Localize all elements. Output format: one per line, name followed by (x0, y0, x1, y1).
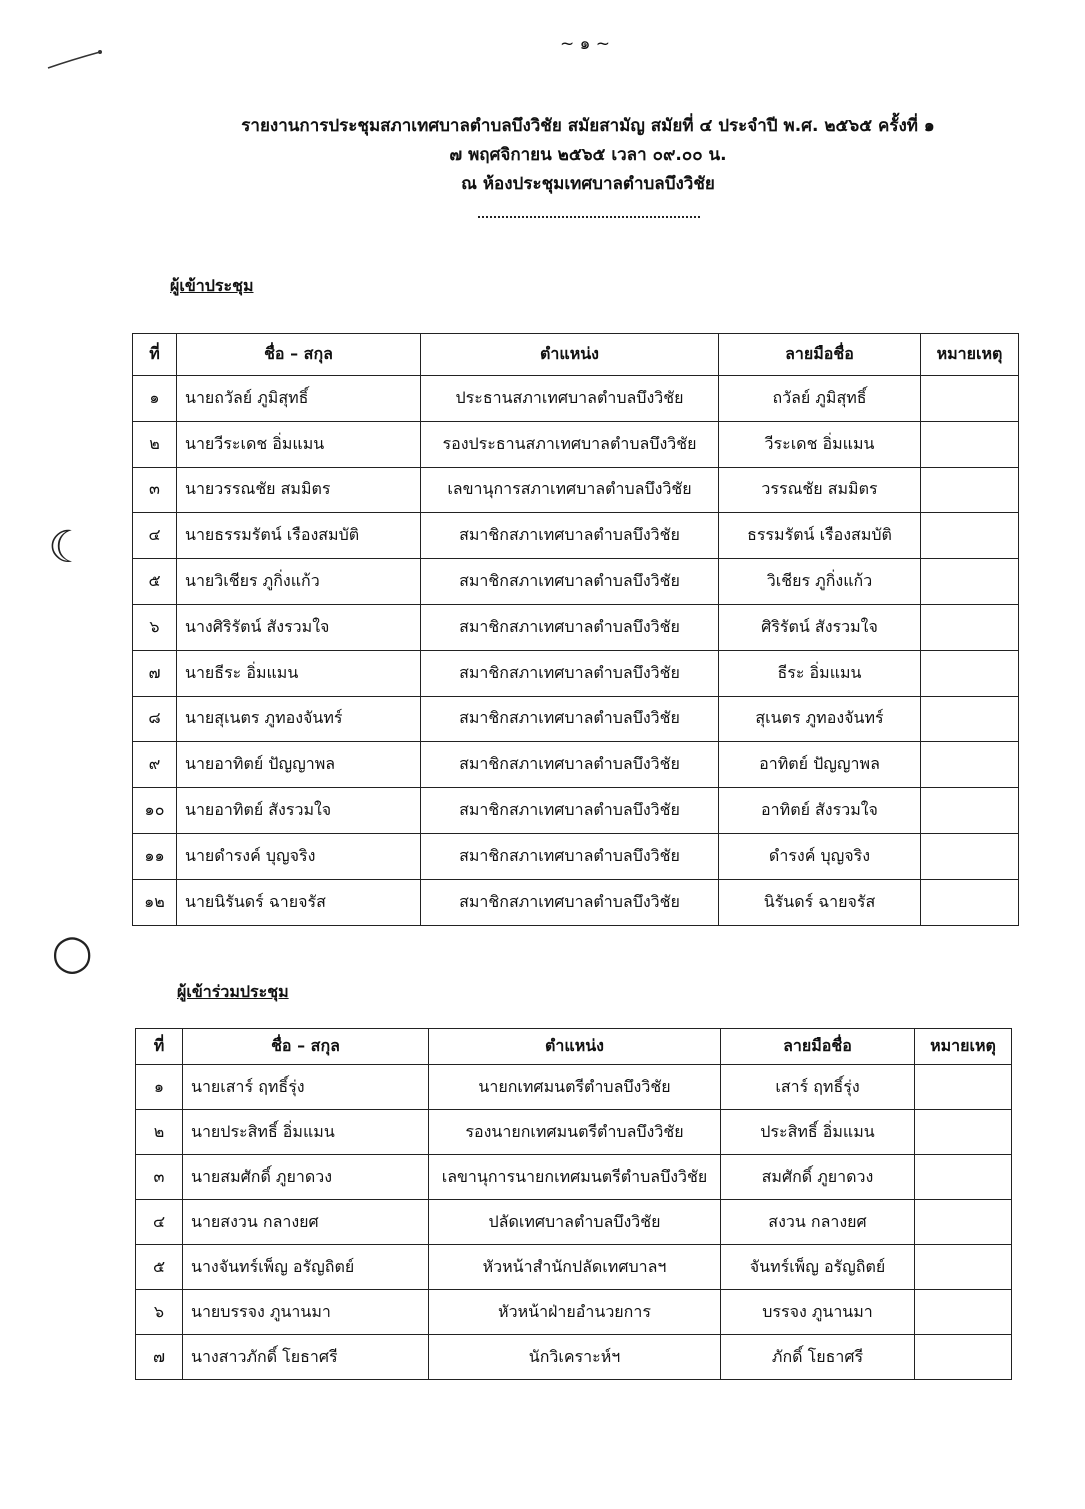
col-header-position: ตำแหน่ง (429, 1029, 721, 1065)
page-number: ~ ๑ ~ (559, 34, 611, 54)
dotted-separator (478, 216, 700, 218)
member-note (921, 833, 1019, 879)
member-name: นางจันทร์เพ็ญ อรัญถิตย์ (183, 1245, 429, 1290)
member-name: นายดำรงค์ บุญจริง (177, 833, 421, 879)
participants-table (135, 1028, 1012, 1380)
member-name: นายสมศักดิ์ ภูยาดวง (183, 1155, 429, 1200)
title-line-1: รายงานการประชุมสภาเทศบาลตำบลบึงวิชัย สมัยสามัญ สมัยที่ ๔ ประจำปี พ.ศ. ๒๕๖๕ ครั้งที่ ๑ (241, 116, 935, 136)
member-signature: ศิริรัตน์ สังรวมใจ (719, 604, 921, 650)
member-note (921, 559, 1019, 605)
member-position: ประธานสภาเทศบาลตำบลบึงวิชัย (421, 376, 719, 422)
member-note (921, 788, 1019, 834)
member-position: สมาชิกสภาเทศบาลตำบลบึงวิชัย (421, 879, 719, 925)
row-number: ๒ (136, 1110, 183, 1155)
pen-stroke-mark (46, 48, 106, 72)
member-signature: ธีระ อิ่มแมน (719, 650, 921, 696)
member-signature: ประสิทธิ์ อิ่มแมน (721, 1110, 915, 1155)
member-signature: ธรรมรัตน์ เรืองสมบัติ (719, 513, 921, 559)
row-number: ๗ (133, 650, 177, 696)
member-name: นายวรรณชัย สมมิตร (177, 467, 421, 513)
member-note (921, 376, 1019, 422)
member-position: รองประธานสภาเทศบาลตำบลบึงวิชัย (421, 421, 719, 467)
table-row (133, 376, 1019, 422)
member-note (921, 513, 1019, 559)
member-position: ปลัดเทศบาลตำบลบึงวิชัย (429, 1200, 721, 1245)
member-note (915, 1290, 1012, 1335)
member-position: สมาชิกสภาเทศบาลตำบลบึงวิชัย (421, 696, 719, 742)
member-note (921, 604, 1019, 650)
member-signature: เสาร์ ฤทธิ์รุ่ง (721, 1065, 915, 1110)
row-number: ๖ (136, 1290, 183, 1335)
member-note (915, 1335, 1012, 1380)
member-name: นายวีระเดช อิ่มแมน (177, 421, 421, 467)
attendees-heading: ผู้เข้าประชุม (170, 276, 254, 295)
row-number: ๘ (133, 696, 177, 742)
member-name: นายบรรจง ภูนานมา (183, 1290, 429, 1335)
table-row (133, 742, 1019, 788)
table-row (133, 788, 1019, 834)
table-row (133, 513, 1019, 559)
table-row (133, 833, 1019, 879)
row-number: ๕ (133, 559, 177, 605)
member-position: สมาชิกสภาเทศบาลตำบลบึงวิชัย (421, 650, 719, 696)
member-name: นายวิเชียร ภูกิ่งแก้ว (177, 559, 421, 605)
member-name: นายธรรมรัตน์ เรืองสมบัติ (177, 513, 421, 559)
member-note (915, 1200, 1012, 1245)
table-row (133, 650, 1019, 696)
member-position: สมาชิกสภาเทศบาลตำบลบึงวิชัย (421, 833, 719, 879)
col-header-position: ตำแหน่ง (421, 334, 719, 376)
table-row (133, 696, 1019, 742)
table-row (136, 1290, 1012, 1335)
member-signature: สมศักดิ์ ภูยาดวง (721, 1155, 915, 1200)
member-signature: ภักดิ์ โยธาศรี (721, 1335, 915, 1380)
table-row (136, 1065, 1012, 1110)
member-note (921, 879, 1019, 925)
table-row (133, 421, 1019, 467)
col-header-name: ชื่อ – สกุล (183, 1029, 429, 1065)
row-number: ๓ (133, 467, 177, 513)
title-line-3: ณ ห้องประชุมเทศบาลตำบลบึงวิชัย (461, 174, 715, 194)
member-note (915, 1155, 1012, 1200)
member-name: นายสุเนตร ภูทองจันทร์ (177, 696, 421, 742)
row-number: ๑๑ (133, 833, 177, 879)
member-signature: ถวัลย์ ภูมิสุทธิ์ (719, 376, 921, 422)
table-row (133, 604, 1019, 650)
table-row (136, 1110, 1012, 1155)
member-position: สมาชิกสภาเทศบาลตำบลบึงวิชัย (421, 604, 719, 650)
punch-hole-mark: ☾ (48, 522, 88, 573)
row-number: ๑๒ (133, 879, 177, 925)
row-number: ๒ (133, 421, 177, 467)
member-signature: สงวน กลางยศ (721, 1200, 915, 1245)
row-number: ๑๐ (133, 788, 177, 834)
attendees-table (132, 333, 1019, 926)
member-note (921, 696, 1019, 742)
member-note (921, 650, 1019, 696)
member-position: รองนายกเทศมนตรีตำบลบึงวิชัย (429, 1110, 721, 1155)
participants-heading: ผู้เข้าร่วมประชุม (177, 982, 289, 1001)
row-number: ๑ (136, 1065, 183, 1110)
table-header-row (133, 334, 1019, 376)
member-note (921, 467, 1019, 513)
member-signature: บรรจง ภูนานมา (721, 1290, 915, 1335)
member-position: สมาชิกสภาเทศบาลตำบลบึงวิชัย (421, 788, 719, 834)
col-header-no: ที่ (136, 1029, 183, 1065)
table-header-row (136, 1029, 1012, 1065)
member-position: เลขานุการสภาเทศบาลตำบลบึงวิชัย (421, 467, 719, 513)
document-title (0, 112, 1085, 199)
member-name: นายสงวน กลางยศ (183, 1200, 429, 1245)
member-signature: วรรณชัย สมมิตร (719, 467, 921, 513)
member-position: หัวหน้าสำนักปลัดเทศบาลฯ (429, 1245, 721, 1290)
row-number: ๙ (133, 742, 177, 788)
member-note (915, 1065, 1012, 1110)
member-signature: ดำรงค์ บุญจริง (719, 833, 921, 879)
member-name: นายถวัลย์ ภูมิสุทธิ์ (177, 376, 421, 422)
col-header-name: ชื่อ – สกุล (177, 334, 421, 376)
row-number: ๓ (136, 1155, 183, 1200)
member-name: นายเสาร์ ฤทธิ์รุ่ง (183, 1065, 429, 1110)
member-position: สมาชิกสภาเทศบาลตำบลบึงวิชัย (421, 513, 719, 559)
member-name: นายอาทิตย์ สังรวมใจ (177, 788, 421, 834)
table-row (136, 1335, 1012, 1380)
title-line-2: ๗ พฤศจิกายน ๒๕๖๕ เวลา ๐๙.๐๐ น. (449, 145, 727, 165)
table-row (136, 1245, 1012, 1290)
member-signature: นิรันดร์ ฉายจรัส (719, 879, 921, 925)
row-number: ๔ (133, 513, 177, 559)
member-name: นายธีระ อิ่มแมน (177, 650, 421, 696)
table-row (136, 1155, 1012, 1200)
col-header-signature: ลายมือชื่อ (719, 334, 921, 376)
member-name: นายนิรันดร์ ฉายจรัส (177, 879, 421, 925)
member-note (921, 742, 1019, 788)
member-signature: วีระเดช อิ่มแมน (719, 421, 921, 467)
member-name: นายอาทิตย์ ปัญญาพล (177, 742, 421, 788)
member-position: สมาชิกสภาเทศบาลตำบลบึงวิชัย (421, 559, 719, 605)
member-position: หัวหน้าฝ่ายอำนวยการ (429, 1290, 721, 1335)
member-name: นายประสิทธิ์ อิ่มแมน (183, 1110, 429, 1155)
member-name: นางสาวภักดิ์ โยธาศรี (183, 1335, 429, 1380)
row-number: ๕ (136, 1245, 183, 1290)
row-number: ๗ (136, 1335, 183, 1380)
member-note (921, 421, 1019, 467)
member-signature: อาทิตย์ ปัญญาพล (719, 742, 921, 788)
member-position: เลขานุการนายกเทศมนตรีตำบลบึงวิชัย (429, 1155, 721, 1200)
member-signature: อาทิตย์ สังรวมใจ (719, 788, 921, 834)
member-position: นายกเทศมนตรีตำบลบึงวิชัย (429, 1065, 721, 1110)
member-position: นักวิเคราะห์ฯ (429, 1335, 721, 1380)
row-number: ๖ (133, 604, 177, 650)
punch-hole-mark: ◯ (52, 933, 93, 974)
member-position: สมาชิกสภาเทศบาลตำบลบึงวิชัย (421, 742, 719, 788)
member-name: นางศิริรัตน์ สังรวมใจ (177, 604, 421, 650)
member-signature: สุเนตร ภูทองจันทร์ (719, 696, 921, 742)
table-row (133, 467, 1019, 513)
col-header-note: หมายเหตุ (921, 334, 1019, 376)
member-note (915, 1110, 1012, 1155)
row-number: ๔ (136, 1200, 183, 1245)
table-row (136, 1200, 1012, 1245)
col-header-note: หมายเหตุ (915, 1029, 1012, 1065)
table-row (133, 559, 1019, 605)
col-header-signature: ลายมือชื่อ (721, 1029, 915, 1065)
table-row (133, 879, 1019, 925)
col-header-no: ที่ (133, 334, 177, 376)
member-note (915, 1245, 1012, 1290)
member-signature: วิเชียร ภูกิ่งแก้ว (719, 559, 921, 605)
member-signature: จันทร์เพ็ญ อรัญถิตย์ (721, 1245, 915, 1290)
row-number: ๑ (133, 376, 177, 422)
